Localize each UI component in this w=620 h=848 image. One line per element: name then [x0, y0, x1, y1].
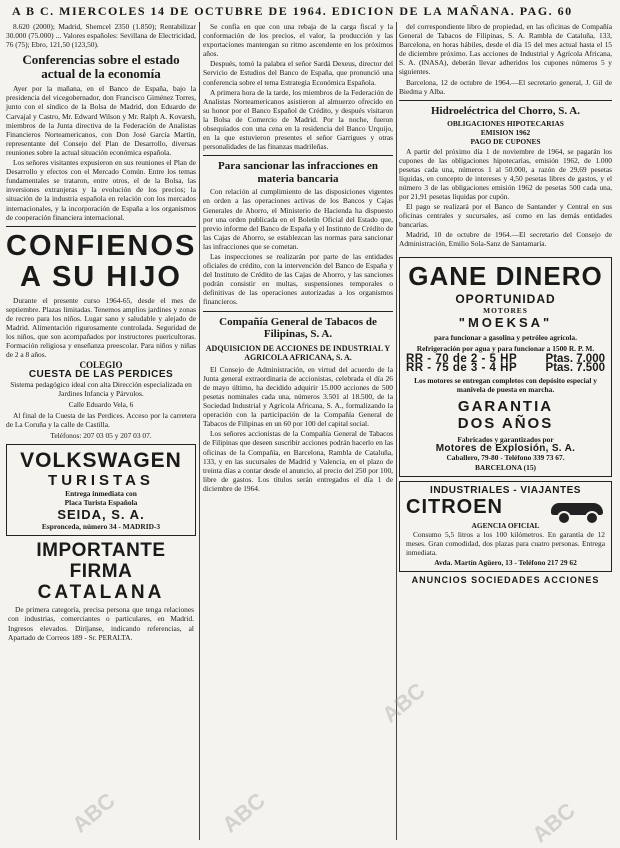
ad-brand-row	[406, 495, 605, 521]
article-title: Para sancionar las infracciones en materia bancaria	[218, 160, 378, 185]
article-paragraph: Después, tomó la palabra el señor Sardá Dexeus, director del Servicio de Estudios del Banco de España, que pronunció una conferencia sobre el tema Estrategia Económica Española.	[203, 59, 393, 87]
article-title: Hidroeléctrica del Chorro, S. A.	[431, 104, 580, 117]
ad-sub: Placa Turista Española	[64, 498, 138, 508]
ad-guarantee: DOS AÑOS	[457, 415, 554, 433]
ad-headline: CATALANA	[37, 582, 165, 604]
ad-headline: IMPORTANTE FIRMA	[36, 540, 166, 583]
market-text: 8.620 (2000); Madrid, Shemcel 2350 (1.850); Rentabilizar 30.000 (75.000) ... Valores españoles: Sevillana de Electricidad, 76 (75); Ebro, 121,50 (123,50).	[6, 22, 196, 50]
ad-body: Consumo 5,5 litros a los 100 kilómetros. En garantía de 12 meses. Gran comodidad, dos plazas para cuatro personas. Entrega inmediata.	[406, 529, 605, 557]
signature: Barcelona, 12 de octubre de 1964.—El secretario general, J. Gil de Biedma y Alba.	[399, 77, 612, 96]
school-name: CUESTA DE LAS PERDICES	[28, 369, 174, 381]
article-paragraph: A primera hora de la tarde, los miembros de la Federación de Analistas Norteamericanos asistieron al almuerzo ofrecido en su honor por el Banco Español de Crédito, y después visitaron la Bolsa de Comercio de Madrid. Por la noche, fueron obsequiados con una cena en la residencia del Banco Urquijo, en la que estuvieron presentes el señor Garrigues y otras personalidades de las finanzas madrileñas.	[203, 87, 393, 152]
school-label: COLEGIO	[79, 360, 123, 371]
ad-brand: "MOEKSA"	[458, 314, 553, 330]
ad-contact: Avda. Martín Agüero, 13 - Teléfono 217 29 62	[434, 558, 577, 568]
column-divider	[199, 22, 200, 840]
article-paragraph: Ayer por la mañana, en el Banco de España, bajo la presidencia del vicegobernador, don Francisco Giménez Torres, junto con el síndico de la Bolsa de Madrid, don Eduardo de Carvajal y Castro, Mr. Edward Wilson y Mr. Ralph A. Kovarsh, miembros de la Junta directiva de la Federación de Analistas Financieros Norteamericanos, con Don José García Martín, representante del Consejo del Plan de Desarrollo, diversas reuniones sobre la actual situación económica española.	[6, 84, 196, 157]
ad-brand: VOLKSWAGEN	[20, 449, 182, 473]
ad-maker-label: Fabricados y garantizados por	[457, 435, 554, 445]
ad-line: Refrigeración por agua y para funcionar a 1500 R. P. M.	[416, 343, 595, 353]
school-system: Sistema pedagógico ideal con alta Dirección especializada en Jardines Infancia y Párvulos.	[10, 379, 192, 398]
section-rule	[6, 226, 196, 227]
article-paragraph: A partir del próximo día 1 de noviembre de 1964, se pagarán los cupones de las obligaciones hipotecarias, emisión 1962, de 1.000 pesetas cada una, números 1 al 50.000, a razón de 29,69 pesetas líquidas, en concepto de intereses y 4,50 pesetas libres de gastos, y el número 3 de las obligaciones emisión 1962 de pesetas 500 cada una, por 21,91 pesetas líquidas por cupón.	[399, 146, 612, 201]
price-row	[406, 361, 605, 374]
article-paragraph: Las inspecciones se realizarán por parte de las entidades oficiales de crédito, con la intervención del Banco de España y del Instituto de Crédito de las Cajas de Ahorro, y las sanciones podrán consistir en multas, suspensiones temporales o definitivas de las operaciones autorizadas a los organismos financieros.	[203, 251, 393, 307]
ad-brand: CITROEN	[406, 496, 503, 519]
ad-headline: CONFIENOS	[6, 229, 197, 262]
ad-citroen	[399, 481, 612, 573]
ad-line: TURISTAS	[48, 472, 154, 490]
ad-volkswagen	[6, 444, 196, 536]
ad-line: para funcionar a gasolina y petróleo agrícola.	[434, 332, 577, 342]
watermark: ABC	[527, 797, 580, 848]
ad-maker: Motores de Explosión, S. A.	[435, 443, 576, 455]
ad-headline: GANE DINERO	[408, 260, 603, 291]
ad-colegio	[6, 231, 196, 440]
article-subtitle: ADQUISICION DE ACCIONES DE INDUSTRIAL Y AGRICOLA AFRICANA, S. A.	[205, 343, 391, 362]
article-subtitle: PAGO DE CUPONES	[470, 137, 541, 147]
school-location: Al final de la Cuesta de las Perdices. Acceso por la carretera de La Coruña y la calle de Castilla.	[6, 410, 196, 429]
school-phones: Teléfonos: 207 03 05 y 207 03 07.	[50, 431, 152, 440]
model-price: Ptas. 7.000	[545, 352, 605, 365]
article-paragraph: Con relación al cumplimiento de las disposiciones vigentes en orden a las operaciones activas de los Bancos y Cajas Generales de Ahorro, el Ministerio de Hacienda ha dispuesto por una orden publicada en el Boletín Oficial del Estado que, previo informe del Banco de España y el Instituto de Crédito de las Cajas de Ahorro, se establezcan las normas para sancionar las infracciones que se cometan.	[203, 187, 393, 251]
ad-firma	[6, 540, 196, 641]
section-rule	[399, 100, 612, 101]
ad-sub: OPORTUNIDAD	[455, 291, 556, 306]
car-icon	[549, 495, 605, 521]
article-paragraph: El Consejo de Administración, en virtud del acuerdo de la Junta general extraordinaria de accionistas, celebrada el día 26 de mayo último, ha decidido adquirir 15.000 acciones de 500 pesetas nominales cada una, números 3.501 al 18.500, de la Sociedad Industrial y Agrícola Africana, S. A., formalizando la operación con la participación de la Compañía General de Tabacos de Filipinas en un 60 por 100 del capital social.	[203, 364, 393, 429]
ad-guarantee: GARANTIA	[457, 398, 554, 416]
article-subtitle: OBLIGACIONES HIPOTECARIAS	[447, 119, 564, 129]
model-label: RR - 70 de 2 - 5 HP	[406, 352, 518, 365]
ad-footer: ANUNCIOS SOCIEDADES ACCIONES	[411, 575, 600, 586]
article-paragraph: Se confía en que con una rebaja de la carga fiscal y la conformación de los precios, el valor, la producción y las exportaciones mantengan su ritmo ascendente en los próximos años.	[203, 22, 393, 59]
column-3	[399, 22, 612, 585]
ad-sub: Entrega inmediata con	[65, 489, 137, 499]
section-rule	[203, 311, 393, 312]
article-paragraph: Los señores accionistas de la Compañía General de Tabacos de Filipinas que deseen suscribir acciones podrán hacerlo en las oficinas de la Compañía, en Barcelona, Rambla de Cataluña, 133, y en las sucursales de Madrid y Valencia, en el plazo de treinta días a contar desde el anuncio, al precio del 250 por 100, libre de gastos. Los títulos serán entregados el día 1 de diciembre de 1964.	[203, 429, 393, 493]
ad-motores	[399, 257, 612, 477]
article-subtitle: EMISION 1962	[480, 128, 531, 138]
watermark: ABC	[217, 787, 270, 838]
watermark: ABC	[67, 787, 120, 838]
section-rule	[203, 155, 393, 156]
ad-line: Los motores se entregan completos con depósito especial y manivela de puesta en marcha.	[414, 376, 597, 395]
signature: Madrid, 10 de octubre de 1964.—El secretario del Consejo de Administración, Emilio Sola-Sanz de Santamaría.	[399, 230, 612, 249]
ad-brand-label: MOTORES	[483, 305, 528, 315]
model-label: RR - 75 de 3 - 4 HP	[406, 361, 518, 374]
ad-top: INDUSTRIALES - VIAJANTES	[430, 484, 581, 496]
ad-body: De primera categoría, precisa persona que tenga relaciones con industrias, comerciantes o particulares, en Madrid. Ingresos elevados. Diríjanse, indicando referencias, al Apartado de Correos 189 - Sr. PERALTA.	[8, 605, 194, 642]
school-address: Calle Eduardo Vela, 6	[68, 399, 134, 409]
article-paragraph: del correspondiente libro de propiedad, en las oficinas de Compañía General de Tabacos de Filipinas, S. A. Rambla de Cataluña, 133, Barcelona, en horas hábiles, desde el día 15 del mes actual hasta el 15 de diciembre próximo. Las acciones de Industrial y Agrícola Africana, S. A. (INASA), deberán llevar adheridos los cupones números 5 y siguientes.	[399, 22, 612, 77]
ad-dealer: SEIDA, S. A.	[57, 507, 145, 523]
column-1	[6, 22, 196, 646]
article-title: Conferencias sobre el estado actual de la economía	[22, 52, 180, 82]
article-paragraph: Los señores visitantes expusieron en sus reuniones el Plan de Desarrollo y efectos con el Mercado Común. Entre los temas fundamentales se trataron, entre otros, el de la Bolsa, las inversiones extranjeras y la evolución de los precios; la situación de la industria española en relación con los mercados internacionales, y la incorporación de España a los organismos de cooperación financiera internacional.	[6, 158, 196, 222]
article-paragraph: El pago se realizará por el Banco de Santander y Central en sus oficinas centrales y sucursales, así como en las demás entidades bancarias.	[399, 202, 612, 230]
page-header: A B C. MIERCOLES 14 DE OCTUBRE DE 1964. EDICION DE LA MAÑANA. PAG. 60	[12, 4, 573, 18]
ad-dealer-address: Espronceda, número 34 - MADRID-3	[41, 522, 161, 532]
ad-maker-city: BARCELONA (15)	[475, 462, 536, 472]
ad-maker-address: Caballero, 79-80 - Teléfono 339 73 67.	[446, 453, 565, 463]
ad-headline: A SU HIJO	[20, 260, 182, 293]
column-2	[203, 22, 393, 494]
watermark: ABC	[377, 677, 430, 728]
model-price: Ptas. 7.500	[545, 361, 605, 374]
article-title: Compañía General de Tabacos de Filipinas, S. A.	[219, 315, 377, 341]
ad-sub: AGENCIA OFICIAL	[471, 520, 540, 530]
ad-body: Durante el presente curso 1964-65, desde el mes de septiembre. Plazas limitadas. Tenemos amplios jardines y zonas de recreo para los niños. Lugar sano y saludable y alejado de Madrid. Alimentación rigurosamente controlada. Seguridad de los niños, que son acompañados por instructores puericultoras. Formación religiosa y enseñanza preescolar. Para niños y niñas de 2 a 8 años.	[6, 295, 196, 360]
